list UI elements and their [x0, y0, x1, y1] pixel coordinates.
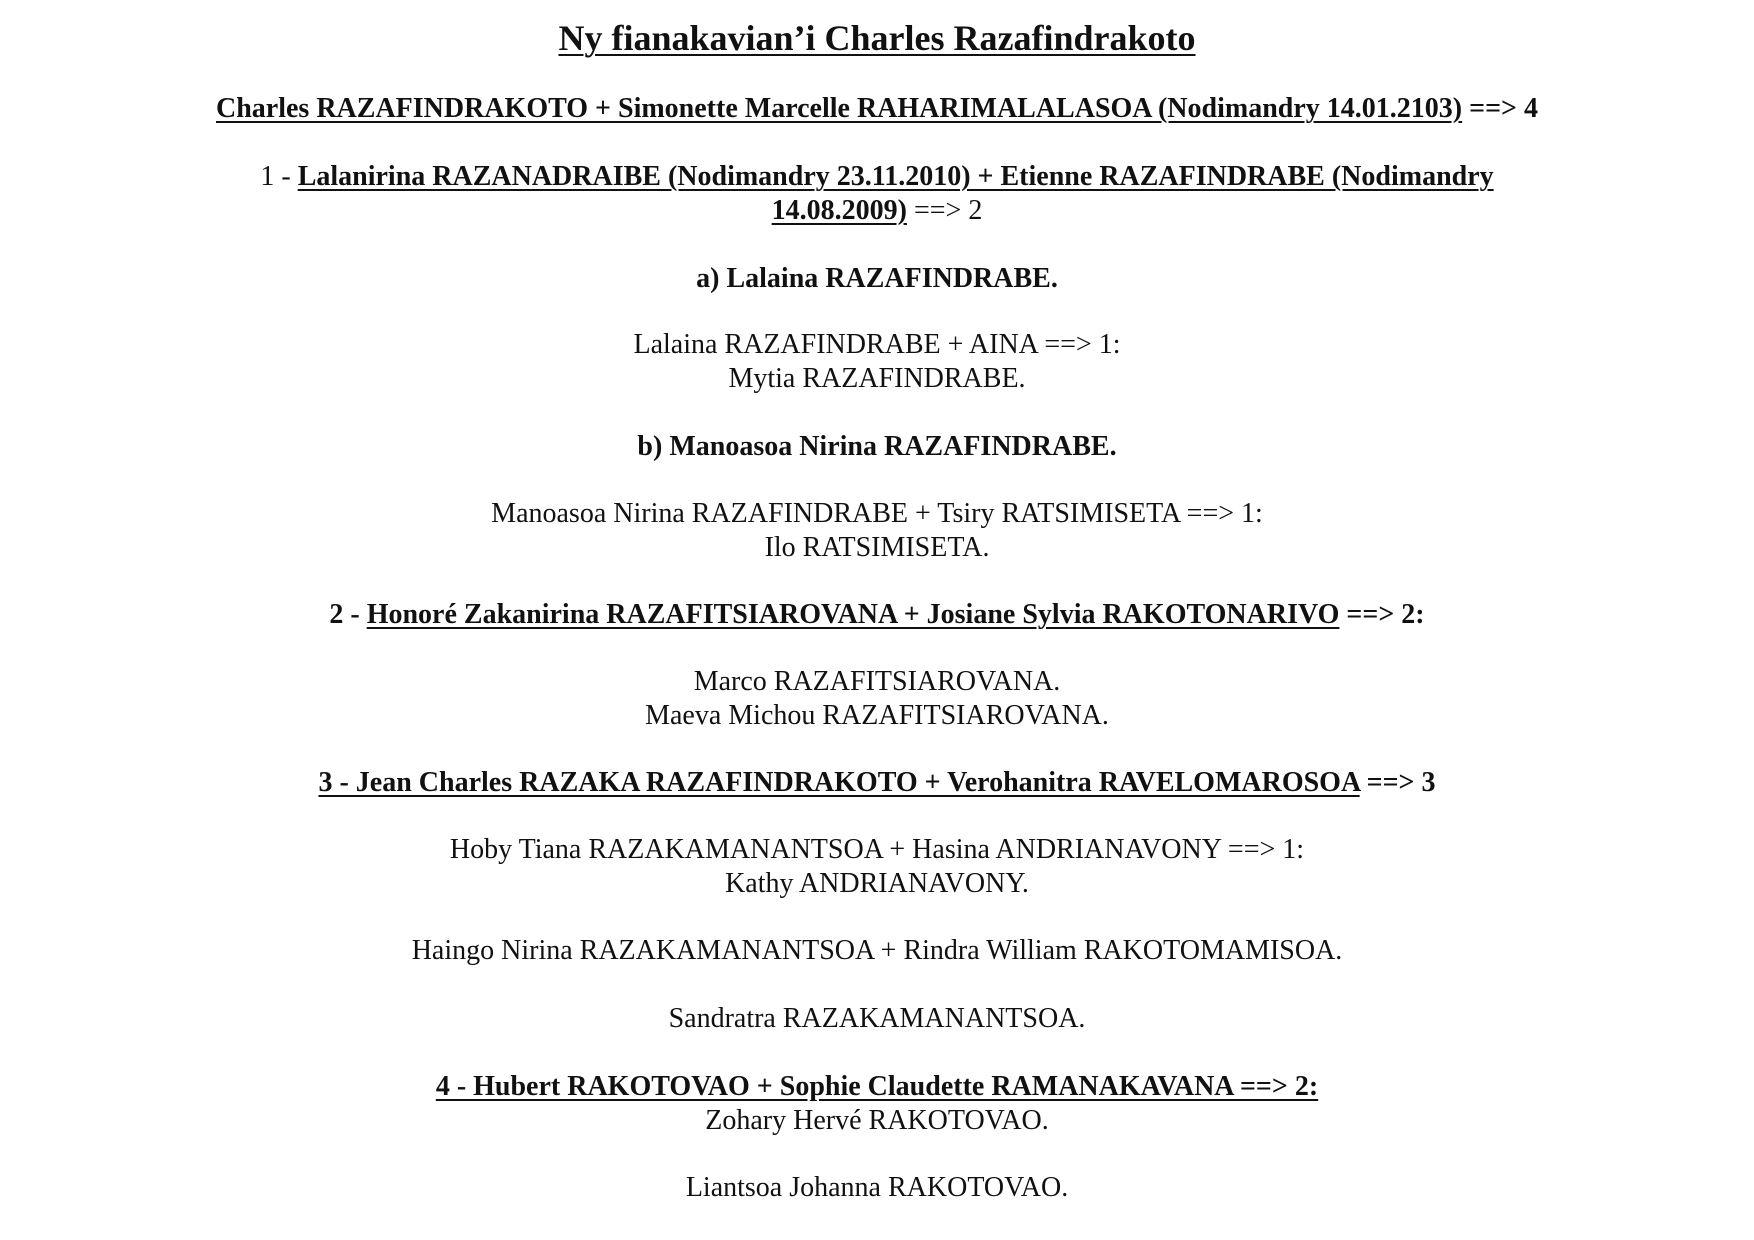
family-1-child-b-couple: Manoasoa Nirina RAZAFINDRABE + Tsiry RATSIMISETA ==> 1:: [491, 498, 1263, 529]
family-1-couple-part1: Lalanirina RAZANADRAIBE (Nodimandry 23.11.2010) + Etienne RAZAFINDRABE (Nodimandry: [297, 161, 1494, 192]
family-1-couple-part2: 14.08.2009): [771, 195, 907, 226]
family-2-header: [0, 598, 1754, 632]
family-1-child-a-child: Mytia RAZAFINDRABE.: [728, 363, 1026, 394]
root-couple-line: [0, 92, 1754, 126]
family-1-child-a-couple: Lalaina RAZAFINDRABE + AINA ==> 1:: [633, 329, 1121, 360]
family-4-couple: 4 - Hubert RAKOTOVAO + Sophie Claudette RAMANAKAVANA ==> 2:: [435, 1071, 1319, 1102]
family-4-child-1: Zohary Hervé RAKOTOVAO.: [705, 1105, 1049, 1136]
family-2-children-count: ==> 2:: [1339, 599, 1425, 630]
root-children-count: ==> 4: [1469, 93, 1538, 124]
family-2-child-2: Maeva Michou RAZAFITSIAROVANA.: [645, 700, 1109, 731]
family-1-children-count: ==> 2: [906, 195, 983, 226]
family-2-child-1: Marco RAZAFITSIAROVANA.: [693, 666, 1061, 697]
family-3-couple: 3 - Jean Charles RAZAKA RAZAFINDRAKOTO + Verohanitra RAVELOMAROSOA: [318, 767, 1360, 798]
family-1-number: 1 -: [260, 161, 298, 192]
family-3-children-count: ==> 3: [1359, 767, 1436, 798]
family-3-child-1-couple: Hoby Tiana RAZAKAMANANTSOA + Hasina ANDRIANAVONY ==> 1:: [449, 834, 1305, 865]
family-1-child-b-child: Ilo RATSIMISETA.: [764, 532, 990, 563]
family-3-child-1-child: Kathy ANDRIANAVONY.: [725, 868, 1029, 899]
family-1-child-b: b) Manoasoa Nirina RAZAFINDRABE.: [637, 431, 1117, 462]
family-1-header-line1: [0, 160, 1754, 194]
family-4-child-2: Liantsoa Johanna RAKOTOVAO.: [685, 1172, 1069, 1203]
family-4-header: [0, 1070, 1754, 1104]
family-1-header-line2: [0, 194, 1754, 228]
page-title: Ny fianakavian’i Charles Razafindrakoto: [558, 18, 1196, 58]
family-3-header: [0, 766, 1754, 800]
family-1-child-a: a) Lalaina RAZAFINDRABE.: [696, 263, 1058, 294]
family-3-child-2-couple: Haingo Nirina RAZAKAMANANTSOA + Rindra William RAKOTOMAMISOA.: [411, 935, 1343, 966]
family-3-child-3: Sandratra RAZAKAMANANTSOA.: [668, 1003, 1086, 1034]
family-2-couple: Honoré Zakanirina RAZAFITSIAROVANA + Josiane Sylvia RAKOTONARIVO: [366, 599, 1340, 630]
family-2-number: 2 -: [329, 599, 367, 630]
root-couple: Charles RAZAFINDRAKOTO + Simonette Marcelle RAHARIMALALASOA (Nodimandry 14.01.2103): [216, 93, 1463, 124]
